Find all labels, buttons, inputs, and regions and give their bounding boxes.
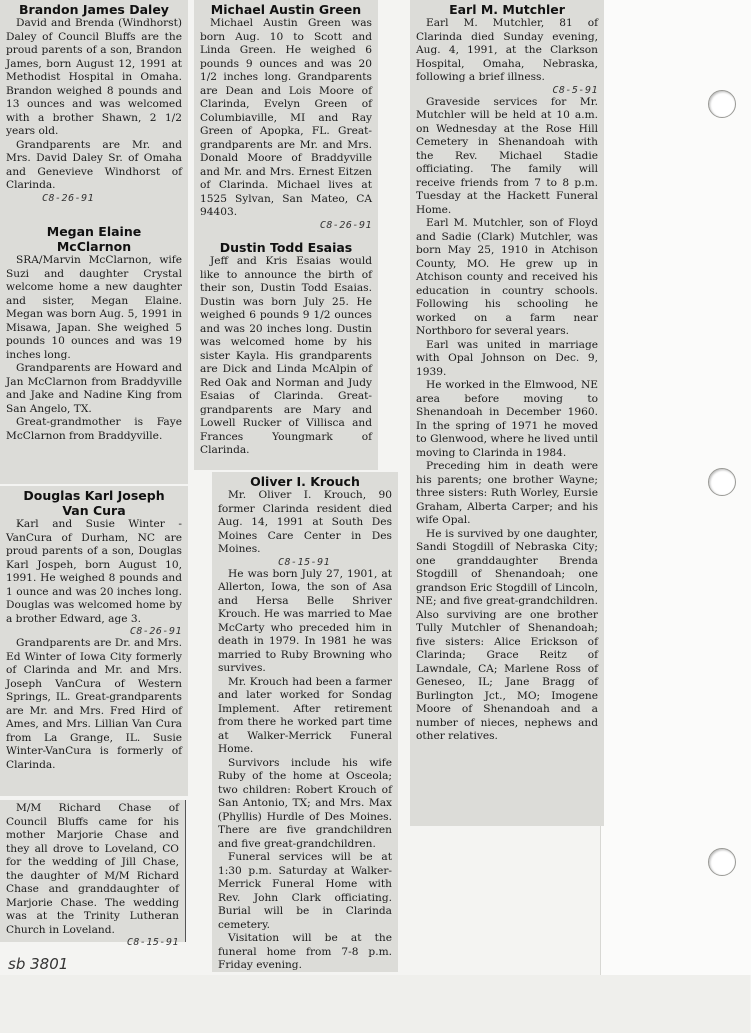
clipping-paragraph: Preceding him in death were his parents; one brother Wayne; three sisters: Ruth Worley, Eursie Graham, Alberta Carper; and his wife Opal. — [416, 460, 598, 526]
clipping-mutchler — [410, 0, 604, 826]
clipping-paragraph: He worked in the Elmwood, NE area before moving to Shenandoah in December 1960. In the spring of 1971 he moved to Glenwood, where he lived until moving to Clarinda in 1984. — [416, 379, 598, 459]
clipping-paragraph: He is survived by one daughter, Sandi Stogdill of Nebraska City; one granddaughter Brenda Stogdill of Shenandoah; one grandson Eric Stogdill of Lincoln, NE; and five great-grandchildren. Also surviving are one brother Tully Mutchler of Shenandoah; five sisters: Alice Erickson of Clarinda; Grace Reitz of Lawndale, CA; Marlene Ross of Geneseo, IL; Jane Bragg of Burlington Jct., MO; Imogene Moore of Shenandoah and a number of nieces, nephews and other relatives. — [416, 527, 598, 742]
clipping-paragraph: Earl was united in marriage with Opal Johnson on Dec. 9, 1939. — [416, 338, 598, 378]
clipping-daley — [0, 0, 188, 222]
clipping-paragraph: Funeral services will be at 1:30 p.m. Saturday at Walker-Merrick Funeral Home with Rev. John Clark officiating. Burial will be in Clarinda cemetery. — [218, 851, 392, 931]
clipping-paragraph: Earl M. Mutchler, son of Floyd and Sadie (Clark) Mutchler, was born May 25, 1910 in Atchison County, MO. He grew up in Atchison county and received his education in country schools. Following his schooling he worked on a farm near Northboro for several years. — [416, 217, 598, 337]
bottom-margin — [0, 975, 750, 1033]
clipping-paragraph: Earl M. Mutchler, 81 of Clarinda died Sunday evening, Aug. 4, 1991, at the Clarkson Hospital, Omaha, Nebraska, following a brief illness. — [416, 17, 598, 83]
clipping-paragraph: Grandparents are Howard and Jan McClarnon from Braddyville and Jake and Nadine King from San Angelo, TX. — [6, 362, 182, 415]
handwritten-date: C8-15-91 — [126, 937, 179, 948]
binder-hole-icon — [708, 90, 736, 118]
clipping-green — [194, 0, 378, 238]
clipping-paragraph: David and Brenda (Windhorst) Daley of Council Bluffs are the proud parents of a son, Brandon James, born August 12, 1991 at Methodist Hospital in Omaha. Brandon weighed 8 pounds and 13 ounces and was welcomed with a brother Shawn, 2 1/2 years old. — [6, 17, 182, 137]
binder-hole-icon — [708, 468, 736, 496]
clipping-paragraph: Survivors include his wife Ruby of the home at Osceola; two children: Robert Krouch of San Antonio, TX; and Mrs. Max (Phyllis) Hurdle of Des Moines. There are five grandchildren and five great-grandchildren. — [218, 756, 392, 850]
clipping-krouch — [212, 472, 398, 972]
clipping-paragraph: Jeff and Kris Esaias would like to announce the birth of their son, Dustin Todd Esaias. Dustin was born July 25. He weighed 6 pounds 9 1/2 ounces and was 20 inches long. Dustin was welcomed home by his sister Kayla. His grandparents are Dick and Linda McAlpin of Red Oak and Norman and Judy Esaias of Clarinda. Great-grandparents are Mary and Lowell Rucker of Villisca and Frances Youngmark of Clarinda. — [200, 255, 372, 456]
clipping-title-line2: Van Cura — [62, 503, 126, 518]
clipping-paragraph: Mr. Krouch had been a farmer and later worked for Sondag Implement. After retirement from there he worked part time at Walker-Merrick Funeral Home. — [218, 675, 392, 755]
page-note: sb 3801 — [8, 955, 69, 973]
clipping-paragraph: M/M Richard Chase of Council Bluffs came for his mother Marjorie Chase and they all drove to Loveland, CO for the wedding of Jill Chase, the daughter of M/M Richard Chase and granddaughter of Marjorie Chase. The wedding was at the Trinity Lutheran Church in Loveland. — [6, 802, 179, 936]
clipping-paragraph: Michael Austin Green was born Aug. 10 to Scott and Linda Green. He weighed 6 pounds 9 ounces and was 20 1/2 inches long. Grandparents are Dean and Lois Moore of Clarinda, Evelyn Green of Columbiaville, MI and Ray Green of Apopka, FL. Great-grandparents are Mr. and Mrs. Donald Moore of Braddyville and Mr. and Mrs. Ernest Eitzen of Clarinda. Michael lives at 1525 Sylvan, San Mateo, CA 94403. — [200, 17, 372, 218]
clipping-paragraph: Grandparents are Dr. and Mrs. Ed Winter of Iowa City formerly of Clarinda and Mr. and Mrs. Joseph VanCura of Western Springs, IL. Great-grandparents are Mr. and Mrs. Fred Hird of Ames, and Mrs. Lillian Van Cura from La Grange, IL. Susie Winter-VanCura is formerly of Clarinda. — [6, 637, 182, 771]
clipping-paragraph: He was born July 27, 1901, at Allerton, Iowa, the son of Asa and Hersa Belle Shriver Krouch. He was married to Mae McCarty who preceded him in death in 1979. In 1981 he was married to Ruby Browning who survives. — [218, 567, 392, 674]
handwritten-date: C8-15-91 — [278, 556, 331, 568]
clipping-chase — [0, 800, 186, 948]
clipping-vancura — [0, 486, 188, 796]
clipping-esaias — [194, 238, 378, 470]
handwritten-date: C8-5-91 — [552, 84, 598, 96]
clipping-paragraph: Grandparents are Mr. and Mrs. David Daley Sr. of Omaha and Genevieve Windhorst of Clarinda. — [6, 138, 182, 191]
clipping-title: Brandon James Daley — [19, 2, 169, 17]
clipping-paragraph: Mr. Oliver I. Krouch, 90 former Clarinda resident died Aug. 14, 1991 at South Des Moines Care Center in Des Moines. — [218, 489, 392, 555]
clipping-paragraph: Visitation will be at the funeral home from 7-8 p.m. Friday evening. — [218, 932, 392, 971]
clipping-paragraph: Graveside services for Mr. Mutchler will be held at 10 a.m. on Wednesday at the Rose Hill Cemetery in Shenandoah with the Rev. Michael Stadie officiating. The family will receive friends from 7 to 8 p.m. Tuesday at the Hackett Funeral Home. — [416, 95, 598, 216]
handwritten-date: C8-26-91 — [42, 192, 95, 204]
clipping-title-line2: McClarnon — [56, 239, 132, 254]
clipping-title-line1: Douglas Karl Joseph — [23, 488, 165, 503]
clipping-title: Earl M. Mutchler — [449, 2, 565, 17]
clipping-paragraph: Karl and Susie Winter - VanCura of Durham, NC are proud parents of a son, Douglas Karl Jospeh, born August 10, 1991. He weighed 8 pounds and 1 ounce and was 20 inches long. Douglas was welcomed home by a brother Edward, age 3. — [6, 518, 182, 625]
handwritten-date: C8-26-91 — [319, 219, 372, 231]
clipping-paragraph: Great-grandmother is Faye McClarnon from Braddyville. — [6, 416, 182, 442]
binder-hole-icon — [708, 848, 736, 876]
clipping-title: Dustin Todd Esaias — [219, 240, 353, 255]
handwritten-date: C8-26-91 — [129, 626, 182, 637]
clipping-title: Michael Austin Green — [210, 2, 362, 17]
clipping-mcclarnon — [0, 222, 188, 484]
clipping-title-line1: Megan Elaine — [46, 224, 142, 239]
clipping-paragraph: SRA/Marvin McClarnon, wife Suzi and daughter Crystal welcome home a new daughter and sister, Megan Elaine. Megan was born Aug. 5, 1991 in Misawa, Japan. She weighed 5 pounds 10 ounces and was 19 inches long. — [6, 254, 182, 361]
clipping-title: Oliver I. Krouch — [250, 474, 360, 489]
